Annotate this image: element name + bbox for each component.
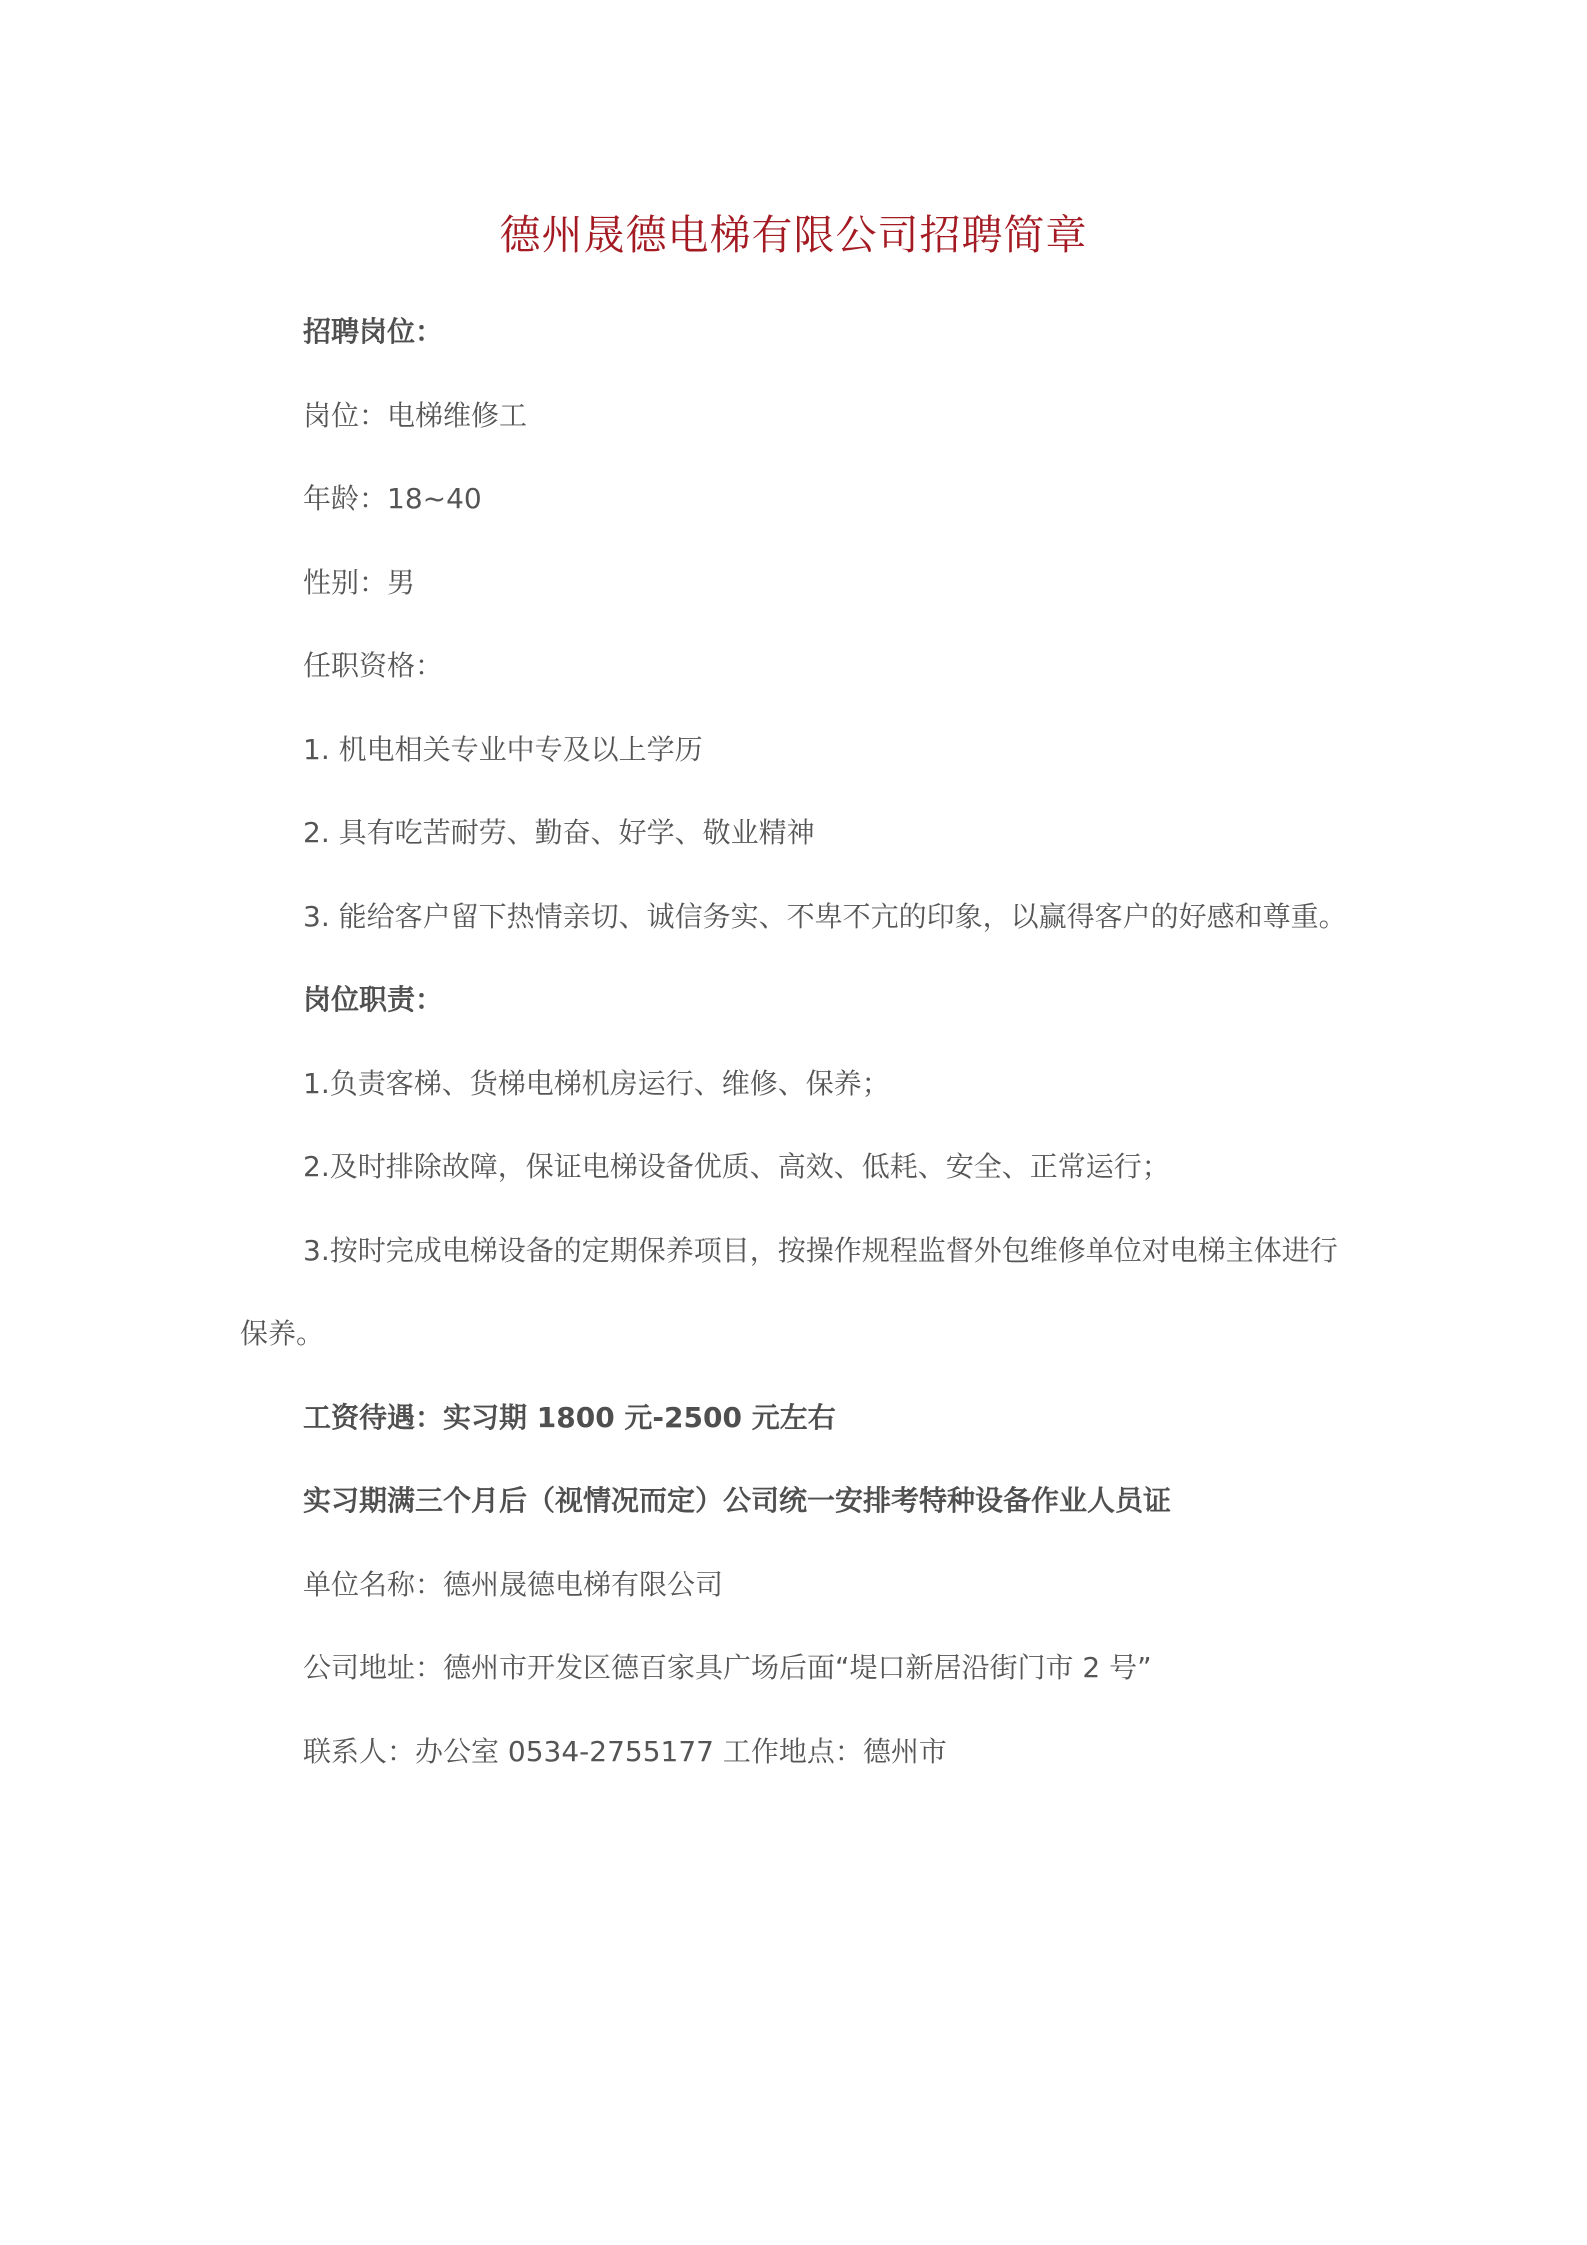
qualification-item-1: 1. 机电相关专业中专及以上学历 [303, 732, 703, 766]
duty-item-2: 2.及时排除故障，保证电梯设备优质、高效、低耗、安全、正常运行； [303, 1150, 1170, 1183]
duty-item-3: 3.按时完成电梯设备的定期保养项目，按操作规程监督外包维修单位对电梯主体进行 [303, 1233, 1338, 1267]
document-body [240, 290, 1350, 1793]
qualifications-heading: 任职资格： [303, 649, 444, 682]
page-title: 德州晟德电梯有限公司招聘简章 [499, 211, 1088, 259]
company-name-line: 单位名称：德州晟德电梯有限公司 [303, 1567, 724, 1601]
contact-line: 联系人：办公室 0534-2755177 工作地点：德州市 [303, 1734, 947, 1768]
gender-line: 性别：男 [303, 565, 416, 599]
duty-item-1: 1.负责客梯、货梯电梯机房运行、维修、保养； [303, 1066, 890, 1100]
qualification-item-2: 2. 具有吃苦耐劳、勤奋、好学、敬业精神 [303, 816, 815, 849]
position-line: 岗位：电梯维修工 [303, 398, 528, 432]
qualification-item-3: 3. 能给客户留下热情亲切、诚信务实、不卑不亢的印象，以赢得客户的好感和尊重。 [303, 899, 1347, 933]
duty-item-3-continued: 保养。 [240, 1317, 325, 1350]
certificate-line: 实习期满三个月后（视情况而定）公司统一安排考特种设备作业人员证 [303, 1484, 1172, 1517]
salary-line: 工资待遇：实习期 1800 元-2500 元左右 [303, 1400, 836, 1434]
duties-heading: 岗位职责： [303, 983, 444, 1016]
recruit-heading: 招聘岗位： [303, 315, 444, 348]
age-line: 年龄：18~40 [303, 482, 482, 515]
address-line: 公司地址：德州市开发区德百家具广场后面“堤口新居沿街门市 2 号” [303, 1651, 1152, 1684]
